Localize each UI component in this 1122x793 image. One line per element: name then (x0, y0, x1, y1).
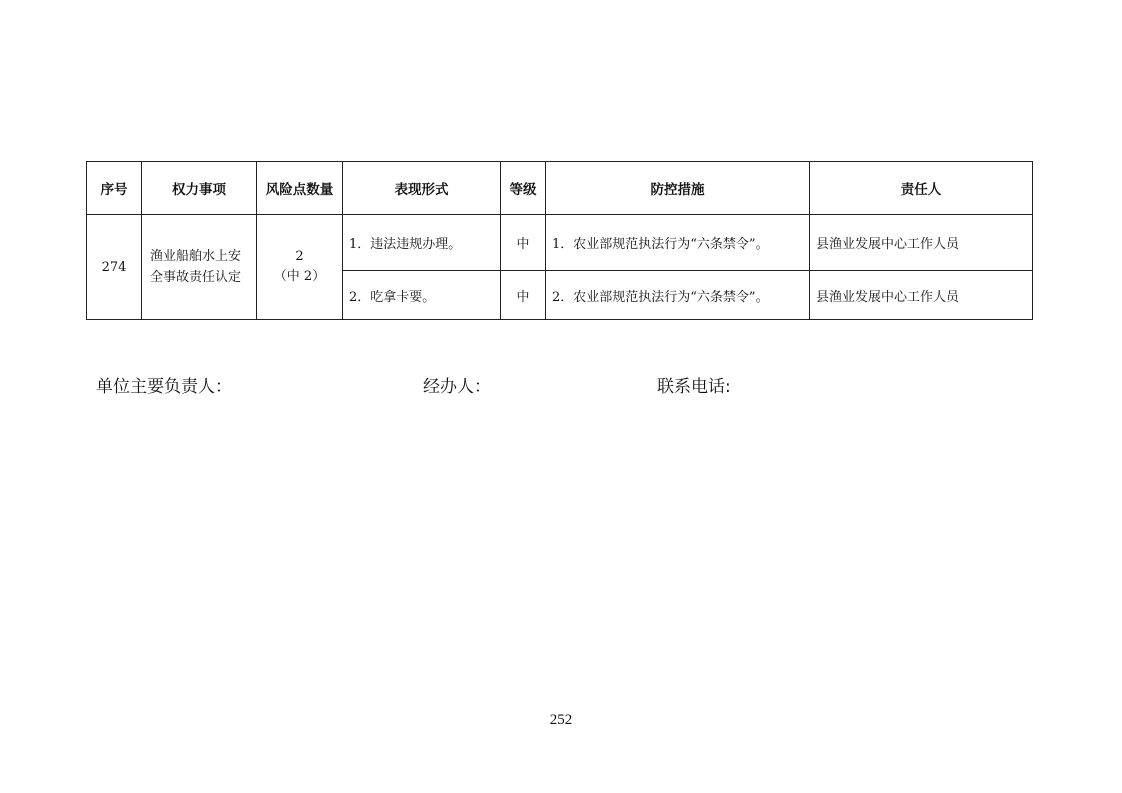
header-seq: 序号 (87, 162, 142, 215)
risk-count-value: 2 (295, 249, 304, 264)
cell-measure: 1．农业部规范执法行为“六条禁令”。 (546, 215, 810, 271)
handler-label: 经办人： (423, 377, 491, 397)
cell-level: 中 (501, 271, 546, 320)
cell-form: 2．吃拿卡要。 (343, 271, 501, 320)
cell-risk-count (257, 215, 343, 320)
cell-person: 县渔业发展中心工作人员 (810, 215, 1033, 271)
risk-table (86, 161, 1033, 320)
header-form: 表现形式 (343, 162, 501, 215)
cell-measure: 2．农业部规范执法行为“六条禁令”。 (546, 271, 810, 320)
risk-count-detail: （中 2） (273, 269, 326, 284)
cell-person: 县渔业发展中心工作人员 (810, 271, 1033, 320)
phone-label: 联系电话: (657, 377, 731, 397)
cell-seq: 274 (87, 215, 142, 320)
header-risk-count: 风险点数量 (257, 162, 343, 215)
cell-form: 1．违法违规办理。 (343, 215, 501, 271)
table-header-row (87, 162, 1033, 215)
unit-head-label: 单位主要负责人： (96, 377, 232, 397)
cell-level: 中 (501, 215, 546, 271)
cell-power-item: 渔业船舶水上安全事故责任认定 (142, 215, 257, 320)
header-power-item: 权力事项 (142, 162, 257, 215)
header-level: 等级 (501, 162, 546, 215)
header-person: 责任人 (810, 162, 1033, 215)
page-number: 252 (549, 712, 573, 728)
table-row (87, 215, 1033, 271)
header-measures: 防控措施 (546, 162, 810, 215)
